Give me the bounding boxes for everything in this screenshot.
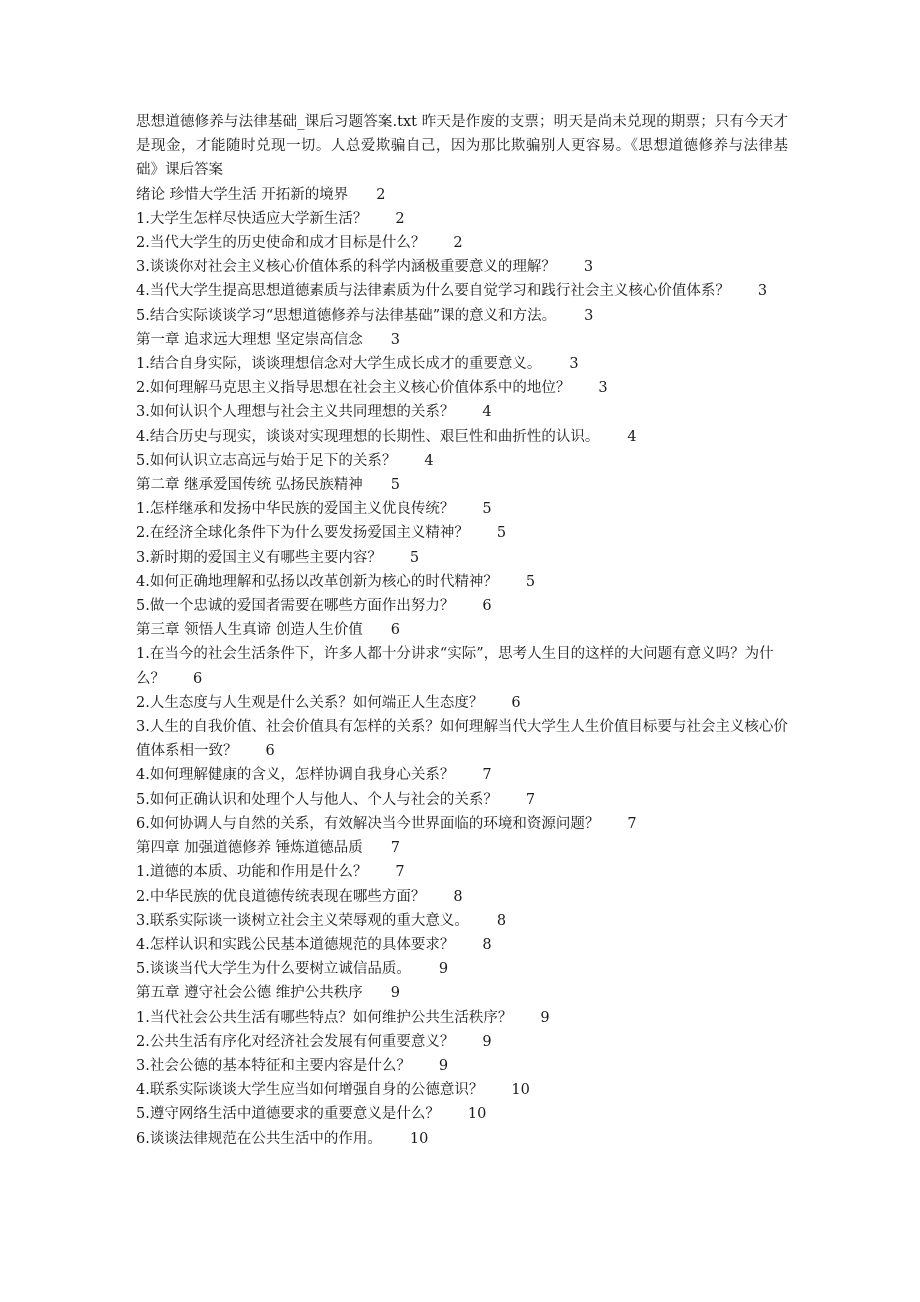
toc-entry-text: 5.遵守网络生活中道德要求的重要意义是什么？ — [136, 1106, 440, 1123]
toc-entry-page: 10 — [467, 1106, 487, 1123]
toc-entry-text: 2.如何理解马克思主义指导思想在社会主义核心价值体系中的地位？ — [136, 380, 571, 397]
toc-entry — [136, 207, 788, 231]
toc-entry-page: 7 — [390, 840, 400, 857]
toc-entry — [136, 255, 788, 279]
toc-entry-text: 3.人生的自我价值、社会价值具有怎样的关系？如何理解当代大学生人生价值目标要与社会主义核心价值体系相一致？ — [136, 719, 788, 760]
toc-entry-text: 1.在当今的社会生活条件下，许多人都十分讲求“实际”，思考人生目的这样的大问题有意义吗？为什么？ — [136, 646, 774, 687]
toc-entry-text: 4.如何正确地理解和弘扬以改革创新为核心的时代精神？ — [136, 573, 498, 590]
toc-entry — [136, 1054, 788, 1078]
toc-entry-page: 2 — [376, 186, 386, 203]
toc-entry — [136, 885, 788, 909]
toc-entry-text: 2.中华民族的优良道德传统表现在哪些方面？ — [136, 888, 426, 905]
toc-entry-text: 3.新时期的爱国主义有哪些主要内容？ — [136, 549, 382, 566]
toc-entry-page: 6 — [511, 694, 521, 711]
toc-entry — [136, 376, 788, 400]
toc-entry-page: 5 — [482, 501, 492, 518]
toc-entry — [136, 231, 788, 255]
toc-entry — [136, 449, 788, 473]
toc-entry-text: 1.怎样继承和发扬中华民族的爱国主义优良传统？ — [136, 501, 455, 518]
toc-entry-page: 7 — [525, 791, 536, 808]
toc-entry-page: 3 — [569, 356, 579, 373]
toc-entry-page: 7 — [627, 815, 637, 832]
toc-entry-text: 1.大学生怎样尽快适应大学新生活？ — [136, 210, 368, 227]
toc-entry-text: 第一章 追求远大理想 坚定崇高信念 — [136, 331, 363, 348]
toc-entry-text: 5.做一个忠诚的爱国者需要在哪些方面作出努力？ — [136, 598, 455, 615]
document-page — [136, 110, 788, 1151]
toc-entry-page: 6 — [193, 670, 203, 687]
toc-entry — [136, 715, 788, 763]
toc-entry-page: 7 — [395, 864, 405, 881]
toc-entry-page: 3 — [757, 283, 768, 300]
toc-entry — [136, 328, 788, 352]
toc-entry — [136, 642, 788, 690]
toc-entry — [136, 425, 788, 449]
toc-entry — [136, 400, 788, 424]
toc-entry-page: 4 — [482, 404, 492, 421]
toc-entry-text: 2.当代大学生的历史使命和成才目标是什么？ — [136, 235, 426, 252]
toc-entry — [136, 1102, 788, 1126]
toc-entry — [136, 909, 788, 933]
toc-entry — [136, 497, 788, 521]
toc-entry — [136, 933, 788, 957]
toc-entry-page: 9 — [438, 1057, 449, 1074]
table-of-contents — [136, 183, 788, 1151]
toc-entry-text: 3.联系实际谈一谈树立社会主义荣辱观的重大意义。 — [136, 912, 469, 929]
toc-entry-text: 第四章 加强道德修养 锤炼道德品质 — [136, 840, 363, 857]
toc-entry-page: 8 — [482, 936, 492, 953]
toc-entry-page: 5 — [390, 477, 400, 494]
toc-entry-text: 6.如何协调人与自然的关系，有效解决当今世界面临的环境和资源问题？ — [136, 815, 600, 832]
toc-entry-page: 6 — [265, 743, 275, 760]
toc-entry — [136, 812, 788, 836]
toc-entry-page: 5 — [496, 525, 507, 542]
toc-entry — [136, 279, 788, 303]
toc-entry — [136, 618, 788, 642]
toc-entry-page: 8 — [496, 912, 507, 929]
toc-entry-page: 3 — [584, 307, 594, 324]
toc-entry-text: 3.社会公德的基本特征和主要内容是什么？ — [136, 1057, 411, 1074]
toc-entry-text: 1.道德的本质、功能和作用是什么？ — [136, 864, 368, 881]
toc-entry — [136, 304, 788, 328]
toc-entry-page: 7 — [482, 767, 492, 784]
toc-entry — [136, 981, 788, 1005]
toc-entry-text: 5.如何正确认识和处理个人与他人、个人与社会的关系？ — [136, 791, 498, 808]
toc-entry — [136, 691, 788, 715]
toc-entry-page: 2 — [395, 210, 405, 227]
toc-entry-text: 2.公共生活有序化对经济社会发展有何重要意义？ — [136, 1033, 455, 1050]
toc-entry — [136, 521, 788, 545]
toc-entry-text: 5.谈谈当代大学生为什么要树立诚信品质。 — [136, 961, 411, 978]
toc-entry — [136, 570, 788, 594]
toc-entry — [136, 763, 788, 787]
toc-entry-text: 第五章 遵守社会公德 维护公共秩序 — [136, 985, 363, 1002]
toc-entry — [136, 352, 788, 376]
toc-entry — [136, 1006, 788, 1030]
toc-entry-page: 8 — [453, 888, 463, 905]
toc-entry-page: 6 — [482, 598, 492, 615]
toc-entry-page: 10 — [511, 1082, 530, 1099]
toc-entry-page: 9 — [482, 1033, 492, 1050]
toc-entry — [136, 473, 788, 497]
toc-entry-text: 3.如何认识个人理想与社会主义共同理想的关系？ — [136, 404, 455, 421]
toc-entry-text: 4.怎样认识和实践公民基本道德规范的具体要求？ — [136, 936, 455, 953]
toc-entry-text: 1.当代社会公共生活有哪些特点？如何维护公共生活秩序？ — [136, 1009, 513, 1026]
toc-entry-page: 9 — [438, 961, 449, 978]
toc-entry-text: 6.谈谈法律规范在公共生活中的作用。 — [136, 1130, 382, 1147]
toc-entry — [136, 1078, 788, 1102]
toc-entry-text: 第二章 继承爱国传统 弘扬民族精神 — [136, 477, 363, 494]
toc-entry — [136, 836, 788, 860]
toc-entry-text: 2.人生态度与人生观是什么关系？如何端正人生态度？ — [136, 694, 484, 711]
toc-entry-page: 5 — [525, 573, 536, 590]
toc-entry — [136, 957, 788, 981]
toc-entry-page: 3 — [583, 259, 594, 276]
intro-paragraph: 思想道德修养与法律基础_课后习题答案.txt 昨天是作废的支票；明天是尚未兑现的期票；只有今天才是现金，才能随时兑现一切。人总爱欺骗自己，因为那比欺骗别人更容易。《思想道德修养与法律基础》课后答案 — [136, 114, 788, 179]
toc-entry — [136, 1127, 788, 1151]
toc-entry-page: 4 — [424, 452, 434, 469]
toc-entry-text: 4.如何理解健康的含义，怎样协调自我身心关系？ — [136, 767, 455, 784]
toc-entry-text: 3.谈谈你对社会主义核心价值体系的科学内涵极重要意义的理解？ — [136, 259, 556, 276]
toc-entry-text: 5.如何认识立志高远与始于足下的关系？ — [136, 452, 397, 469]
toc-entry-page: 5 — [409, 549, 420, 566]
toc-entry — [136, 546, 788, 570]
toc-entry-page: 9 — [540, 1009, 550, 1026]
toc-entry-text: 绪论 珍惜大学生活 开拓新的境界 — [136, 186, 349, 203]
toc-entry-page: 10 — [409, 1130, 429, 1147]
toc-entry-page: 3 — [390, 331, 400, 348]
toc-entry — [136, 594, 788, 618]
toc-entry-page: 4 — [627, 428, 637, 445]
toc-entry — [136, 1030, 788, 1054]
toc-entry-page: 6 — [390, 622, 400, 639]
toc-entry-text: 4.结合历史与现实，谈谈对实现理想的长期性、艰巨性和曲折性的认识。 — [136, 428, 600, 445]
toc-entry-text: 第三章 领悟人生真谛 创造人生价值 — [136, 622, 363, 639]
toc-entry — [136, 860, 788, 884]
toc-entry-text: 4.联系实际谈谈大学生应当如何增强自身的公德意识？ — [136, 1082, 484, 1099]
toc-entry-page: 9 — [390, 985, 400, 1002]
toc-entry-page: 2 — [453, 235, 463, 252]
toc-entry-page: 3 — [598, 380, 608, 397]
toc-entry-text: 5.结合实际谈谈学习“思想道德修养与法律基础”课的意义和方法。 — [136, 307, 557, 324]
toc-entry — [136, 183, 788, 207]
toc-entry-text: 1.结合自身实际，谈谈理想信念对大学生成长成才的重要意义。 — [136, 356, 542, 373]
toc-entry-text: 2.在经济全球化条件下为什么要发扬爱国主义精神？ — [136, 525, 469, 542]
toc-entry-text: 4.当代大学生提高思想道德素质与法律素质为什么要自觉学习和践行社会主义核心价值体系？ — [136, 283, 730, 300]
toc-entry — [136, 788, 788, 812]
